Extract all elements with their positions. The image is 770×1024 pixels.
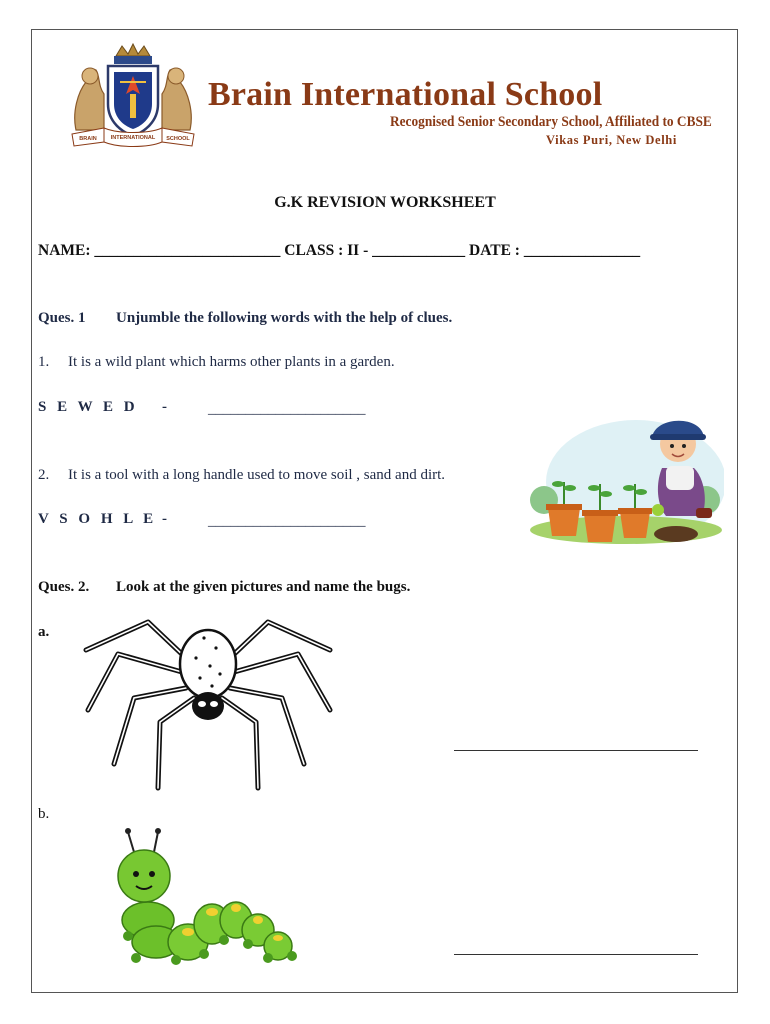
q2-item-b-answer-line[interactable] <box>454 954 698 955</box>
logo-ribbon-right: SCHOOL <box>166 136 190 142</box>
q1-item1-letters: S E W E D <box>38 399 139 415</box>
question1-number: Ques. 1 <box>38 310 86 326</box>
school-location: Vikas Puri, New Delhi <box>546 133 677 147</box>
q1-item1-clue: It is a wild plant which harms other plants in a garden. <box>68 354 395 370</box>
student-details-line: NAME: ________________________ CLASS : II - ____________ DATE : _______________ <box>38 242 641 259</box>
spider-illustration <box>78 614 340 794</box>
q1-item2-clue: It is a tool with a long handle used to move soil , sand and dirt. <box>68 467 446 483</box>
school-name: Brain International School <box>208 76 603 113</box>
question2-number: Ques. 2. <box>38 579 90 595</box>
school-tagline: Recognised Senior Secondary School, Affiliated to CBSE <box>390 114 712 130</box>
q1-item2-number: 2. <box>38 467 50 483</box>
q1-item2-letters: V S O H L E <box>38 511 157 527</box>
q1-item1-answer-blank[interactable]: _____________________ <box>208 401 366 417</box>
q1-item1-dash: - <box>162 399 167 415</box>
logo-ribbon-mid: INTERNATIONAL <box>110 135 156 141</box>
q2-item-b-label: b. <box>38 806 50 822</box>
gardener-boy-illustration <box>526 404 724 552</box>
question2-prompt: Look at the given pictures and name the bugs. <box>116 579 411 595</box>
q1-item2-dash: - <box>162 511 167 527</box>
q2-item-a-answer-line[interactable] <box>454 750 698 751</box>
caterpillar-illustration <box>108 824 300 974</box>
school-logo <box>68 42 198 148</box>
q2-item-a-label: a. <box>38 624 50 640</box>
q1-item1-number: 1. <box>38 354 50 370</box>
logo-ribbon-left: BRAIN <box>79 136 97 142</box>
question1-prompt: Unjumble the following words with the help of clues. <box>116 310 453 326</box>
q1-item2-answer-blank[interactable]: _____________________ <box>208 513 366 529</box>
worksheet-title: G.K REVISION WORKSHEET <box>274 194 496 211</box>
